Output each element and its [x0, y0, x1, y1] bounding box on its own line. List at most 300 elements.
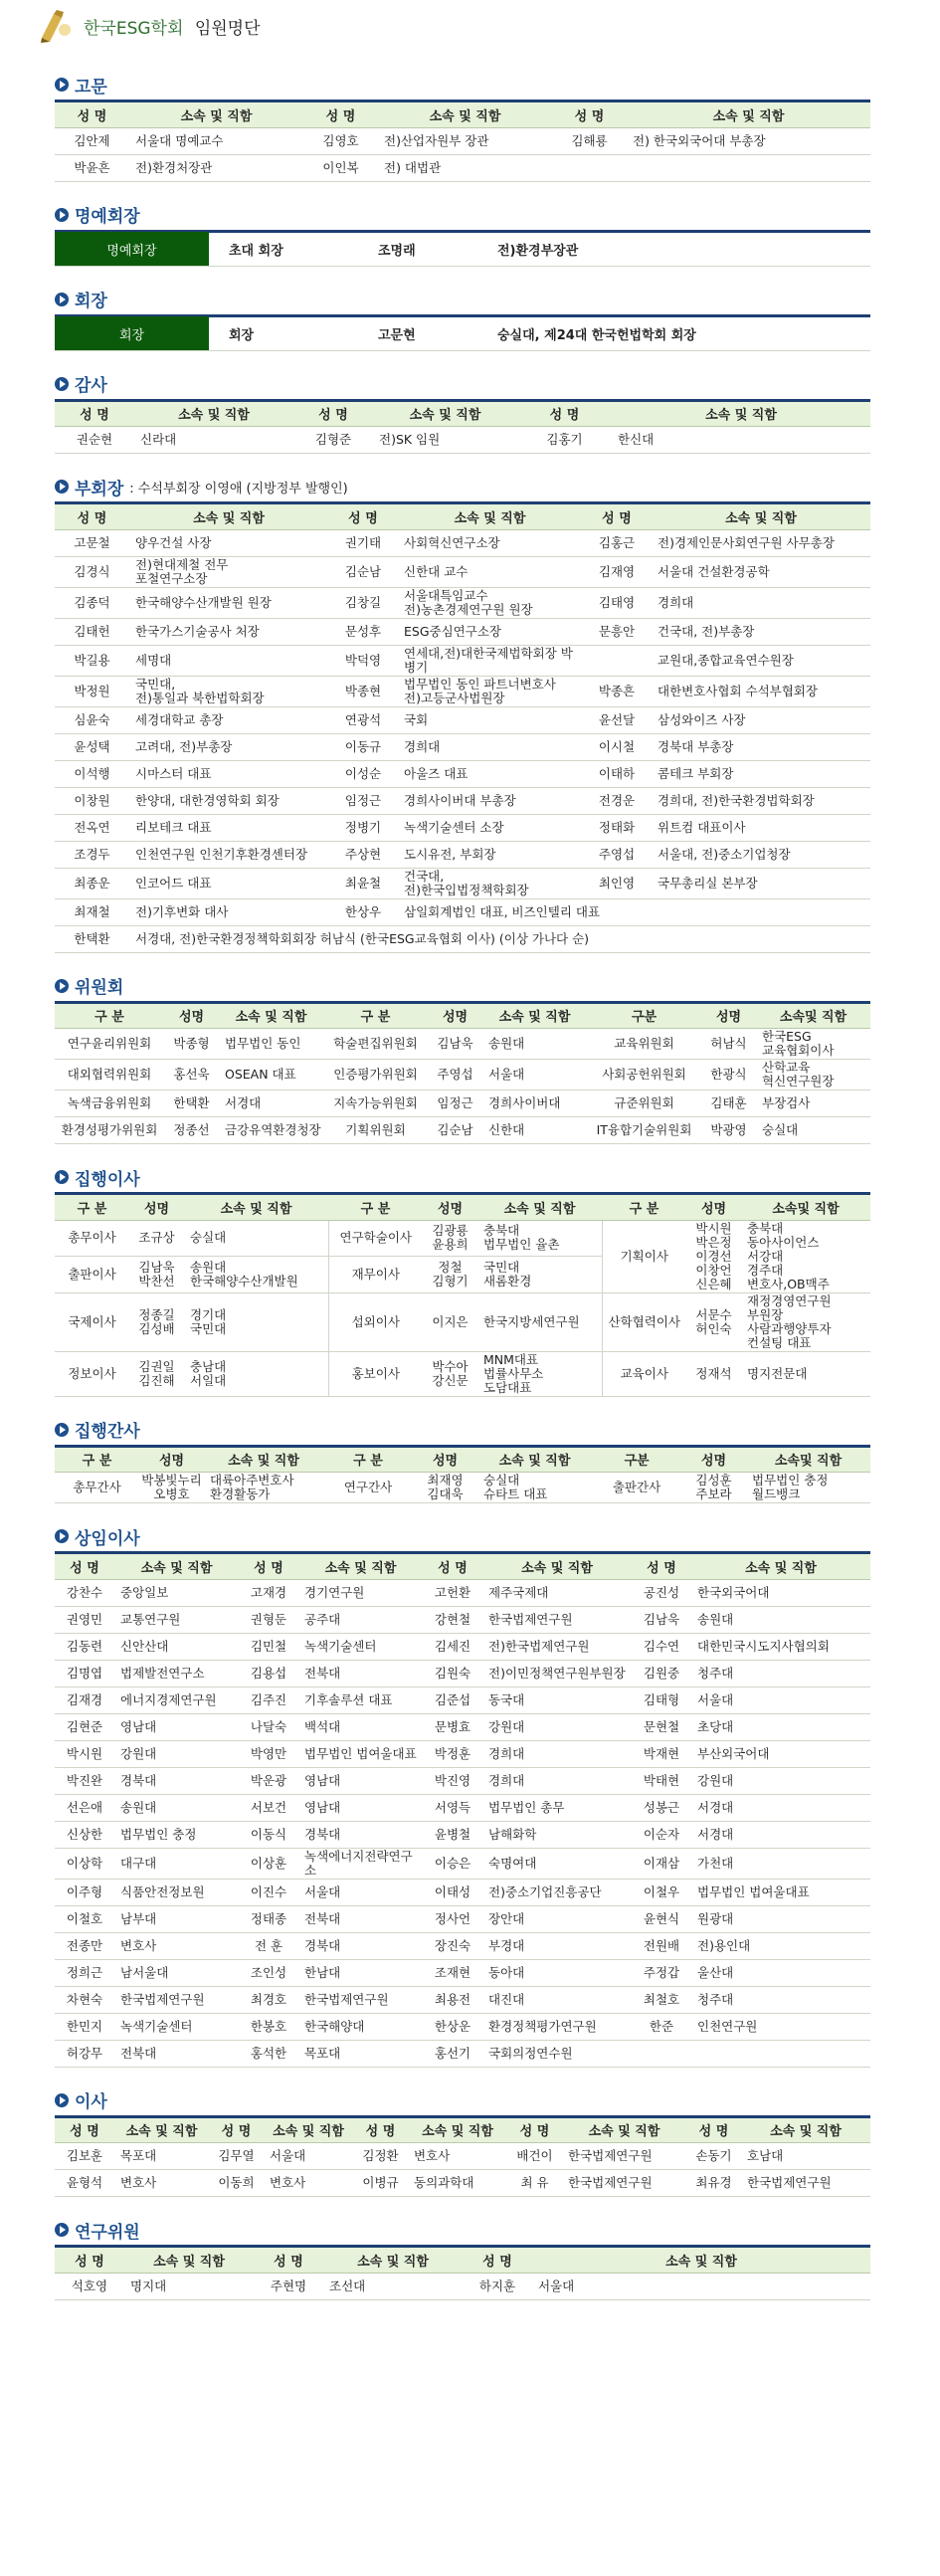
table-row: [55, 1986, 870, 2013]
cell-line: 전)고등군사법원장: [404, 690, 505, 705]
affiliation-cell: 법무법인 충정: [114, 1821, 239, 1848]
affiliation-cell: 동아대: [482, 1959, 632, 1986]
column-header: 성 명: [55, 2118, 114, 2143]
table-row: [55, 154, 870, 181]
name-cell: 환경성평가위원회: [55, 1117, 164, 1144]
arrow-bullet-icon: [55, 1529, 69, 1543]
table-row: [55, 787, 870, 814]
name-cell: 주현명: [254, 2273, 323, 2299]
column-header: 소속및 직함: [746, 1448, 870, 1473]
name-cell: 고헌환: [423, 1579, 482, 1606]
name-cell: [423, 1220, 477, 1257]
affiliation-cell: 박광영: [701, 1117, 756, 1144]
name-cell: 윤형석: [55, 2170, 114, 2197]
name-cell: 김정환: [353, 2143, 408, 2170]
column-header: 소속 및 직함: [652, 504, 870, 529]
affiliation-cell: 경희사이버대: [482, 1090, 587, 1117]
arrow-bullet-icon: [55, 208, 69, 222]
cell-line: 허인숙: [695, 1320, 732, 1336]
name-cell: [686, 1220, 741, 1292]
cell-line: 김성훈: [695, 1473, 732, 1487]
name-cell: 권기태: [328, 529, 398, 556]
section-title: 명예회장: [75, 207, 140, 227]
affiliation-cell: 백석대: [298, 1713, 423, 1740]
name-cell: 이석행: [55, 760, 129, 787]
name-cell: 박운광: [239, 1767, 298, 1794]
name-cell: 김형준: [293, 427, 373, 454]
section-title: 집행간사: [75, 1422, 140, 1442]
arrow-bullet-icon: [55, 2223, 69, 2237]
name-cell: [686, 1292, 741, 1351]
name-cell: 사회공헌위원회: [587, 1060, 701, 1090]
section-title: 위원회: [75, 978, 124, 998]
affiliation-cell: 전북대: [298, 1905, 423, 1932]
affiliation-cell: 식품안전정보원: [114, 1879, 239, 1905]
name-cell: 이동규: [328, 733, 398, 760]
column-header: 소속 및 직함: [323, 2248, 463, 2273]
affiliation-cell: 법무법인 총무: [482, 1794, 632, 1821]
name-cell: 배건이: [507, 2143, 562, 2170]
column-header: 소속 및 직함: [482, 1554, 632, 1579]
column-header: 성명: [164, 1004, 219, 1029]
name-cell: 박진영: [423, 1767, 482, 1794]
table-row: [55, 427, 870, 454]
name-cell: 최용전: [423, 1986, 482, 2013]
name-cell: 박길용: [55, 645, 129, 676]
affiliation-cell: 신한대 교수: [398, 556, 582, 587]
affiliation-cell: 서울대: [482, 1060, 587, 1090]
name-cell: 윤선달: [582, 706, 652, 733]
affiliation-cell: 장안대: [482, 1905, 632, 1932]
cell-line: 변호사,OB맥주: [747, 1276, 830, 1291]
arrow-bullet-icon: [55, 2093, 69, 2107]
name-cell: 김해룡: [552, 127, 627, 154]
affiliation-cell: 인코어드 대표: [129, 868, 328, 898]
name-cell: 김민철: [239, 1633, 298, 1660]
cell-line: 한국해양수산개발원: [190, 1273, 298, 1288]
arrow-bullet-icon: [55, 1423, 69, 1437]
affiliation-cell: [477, 1473, 592, 1503]
research-fellows-table: [55, 2248, 870, 2300]
cell-line: 윤용희: [432, 1237, 469, 1253]
cell-line: MNM대표: [483, 1351, 539, 1367]
name-cell: [129, 1257, 184, 1293]
table-row: [55, 1029, 870, 1060]
table-row: [55, 1794, 870, 1821]
name-cell: 차현숙: [55, 1986, 114, 2013]
section-title: 연구위원: [75, 2222, 140, 2243]
name-cell: 한택환: [55, 925, 129, 952]
affiliation-cell: [184, 1351, 328, 1396]
section-heading: [55, 474, 870, 499]
name-cell: [746, 1473, 870, 1503]
cell-line: 부원장: [747, 1306, 784, 1322]
page-title: [84, 14, 261, 39]
affiliation-cell: 원광대: [691, 1905, 870, 1932]
name-cell: 이진수: [239, 1879, 298, 1905]
name-cell: 윤성택: [55, 733, 129, 760]
cell-line: 전)현대제철 전무: [135, 556, 229, 572]
affiliation-cell: 세경대학교 총장: [129, 706, 328, 733]
name-cell: 하지훈: [463, 2273, 532, 2299]
affiliation-cell: [477, 1220, 602, 1257]
table-row: [55, 618, 870, 645]
name-cell: 손동기: [686, 2143, 741, 2170]
cell-line: 재정경영연구원: [747, 1292, 832, 1308]
name-cell: 신상한: [55, 1821, 114, 1848]
table-row: [55, 1713, 870, 1740]
name-cell: 한봉호: [239, 2013, 298, 2040]
affiliation-cell: 대구대: [114, 1848, 239, 1879]
affiliation-cell: 전)중소기업진흥공단: [482, 1879, 632, 1905]
name-cell: 김태형: [632, 1686, 691, 1713]
cell-line: 전)농촌경제연구원 원장: [404, 601, 533, 617]
name-cell: 연구윤리위원회: [55, 1029, 164, 1060]
name-cell: [423, 1257, 477, 1293]
name-cell: 한민지: [55, 2013, 114, 2040]
honorary-president-row: [55, 233, 870, 267]
affiliation-cell: 국회의정연수원: [482, 2040, 870, 2067]
name-cell: 문성후: [328, 618, 398, 645]
affiliation-cell: 경희대: [398, 733, 582, 760]
name-cell: 연광석: [328, 706, 398, 733]
affiliation-cell: 전)이민정책연구원부원장: [482, 1660, 632, 1686]
name-cell: 전원배: [632, 1932, 691, 1959]
cell-line: 동아사이언스: [747, 1234, 820, 1250]
name-cell: 김동련: [55, 1633, 114, 1660]
column-header: 소속 및 직함: [114, 1554, 239, 1579]
column-header: 성 명: [55, 402, 134, 427]
affiliation-cell: 박종형: [164, 1029, 219, 1060]
name-cell: 허강무: [55, 2040, 114, 2067]
column-header: 성명: [139, 1448, 204, 1473]
table-row: [55, 1959, 870, 1986]
affiliation-cell: 서울대: [264, 2143, 353, 2170]
directors-table: [55, 2118, 870, 2198]
table-row: [55, 127, 870, 154]
cell-line: 김광룡: [432, 1223, 469, 1239]
cell-line: 전)한국입법정책학회장: [404, 882, 529, 897]
affiliation-cell: 고려대, 전)부총장: [129, 733, 328, 760]
name-cell: 김태헌: [55, 618, 129, 645]
name-cell: 석호영: [55, 2273, 124, 2299]
column-header: 성 명: [463, 2248, 532, 2273]
affiliation-cell: [741, 1292, 870, 1351]
affiliation-cell: 김태훈: [701, 1090, 756, 1117]
column-header: 소속 및 직함: [482, 1004, 587, 1029]
section-title: 부회장: [75, 479, 124, 499]
header: [0, 0, 940, 52]
table-row: [55, 645, 870, 676]
affiliation-cell: [139, 1473, 204, 1503]
affiliation-cell: 사회혁신연구소장: [398, 529, 582, 556]
arrow-bullet-icon: [55, 293, 69, 306]
column-header: 소속 및 직함: [741, 2118, 870, 2143]
name-cell: 문현철: [632, 1713, 691, 1740]
name-cell: 부장검사: [756, 1090, 870, 1117]
affiliation-cell: 서울대 명예교수: [129, 127, 303, 154]
section-heading: [55, 1523, 870, 1549]
table-row: [55, 1848, 870, 1879]
column-header: 소속 및 직함: [532, 2248, 870, 2273]
table-header-row: [55, 1195, 870, 1220]
name-cell: 조재현: [423, 1959, 482, 1986]
name-cell: 전옥연: [55, 814, 129, 841]
cell-line: 법무법인 충정: [752, 1473, 829, 1487]
affiliation-cell: 인증평가위원회: [323, 1060, 428, 1090]
name-cell: 권형둔: [239, 1606, 298, 1633]
affiliation-cell: 강원대: [482, 1713, 632, 1740]
column-header: 소속 및 직함: [129, 102, 303, 127]
directors-section: [55, 2087, 870, 2198]
affiliation-cell: 허남식: [701, 1029, 756, 1060]
name-cell: 김남욱: [428, 1029, 482, 1060]
column-header: 성 명: [632, 1554, 691, 1579]
cell-line: 박은정: [695, 1234, 732, 1250]
affiliation-cell: 부경대: [482, 1932, 632, 1959]
affiliation-cell: 한국법제연구원: [741, 2170, 870, 2197]
affiliation-cell: 동국대: [482, 1686, 632, 1713]
column-header: 성명: [681, 1448, 746, 1473]
name-cell: 전 훈: [239, 1932, 298, 1959]
cell-line: 건국대,: [404, 868, 445, 884]
column-header: 소속 및 직함: [219, 1004, 323, 1029]
name-cell: 김명엽: [55, 1660, 114, 1686]
name-cell: 숭실대: [756, 1117, 870, 1144]
affiliation-cell: 대진대: [482, 1986, 632, 2013]
column-header: 소속 및 직함: [134, 402, 293, 427]
name-cell: 김순남: [328, 556, 398, 587]
name-cell: 박윤흔: [55, 154, 129, 181]
name-cell: [423, 1351, 477, 1396]
affiliation-cell: 리보테크 대표: [129, 814, 328, 841]
brand-name: 한국ESG학회: [84, 18, 184, 39]
table-row: [55, 760, 870, 787]
affiliation-cell: [477, 1257, 602, 1293]
table-row: [55, 1220, 870, 1257]
affiliation-cell: 목포대: [298, 2040, 423, 2067]
affiliation-cell: 연세대,전)대한국제법학회장 박병기: [398, 645, 582, 676]
name-cell: 고문철: [55, 529, 129, 556]
arrow-bullet-icon: [55, 377, 69, 391]
cell-line: 오병호: [153, 1486, 190, 1501]
name-cell: 김수연: [632, 1633, 691, 1660]
affiliation-cell: 법무법인 법여울대표: [691, 1879, 870, 1905]
name-cell: 임정근: [428, 1090, 482, 1117]
name-cell: 최인영: [582, 868, 652, 898]
affiliation-cell: [184, 1292, 328, 1351]
column-header: 성명: [423, 1195, 477, 1220]
cell-line: 교육협회이사: [762, 1043, 835, 1058]
table-row: [55, 1292, 870, 1351]
section-title: 상임이사: [75, 1528, 140, 1549]
column-header: 성명: [701, 1004, 756, 1029]
affiliation-cell: 한국법제연구원: [562, 2170, 686, 2197]
section-heading: [55, 1164, 870, 1190]
cell-line: 슈타트 대표: [483, 1486, 548, 1501]
column-header: 구 분: [602, 1195, 686, 1220]
name-cell: 이지은: [423, 1292, 477, 1351]
name-cell: [756, 1029, 870, 1060]
cell-line: 김대욱: [427, 1486, 464, 1501]
section-heading: [55, 2217, 870, 2243]
name-cell: 이철호: [55, 1905, 114, 1932]
name-cell: 이시철: [582, 733, 652, 760]
name-cell: 장진숙: [423, 1932, 482, 1959]
name-cell: 김홍기: [517, 427, 612, 454]
name-cell: 금강유역환경청장: [219, 1117, 323, 1144]
name-cell: 강찬수: [55, 1579, 114, 1606]
table-row: [55, 1740, 870, 1767]
executive-directors-body: [55, 1220, 870, 1396]
name-cell: 한상우: [328, 898, 398, 925]
affiliation-cell: 삼성와이즈 사장: [652, 706, 870, 733]
affiliation-cell: 대한변호사협회 수석부협회장: [652, 676, 870, 706]
affiliation-cell: 경희대, 전)한국환경법학회장: [652, 787, 870, 814]
affiliation-cell: 경북대: [298, 1821, 423, 1848]
cell-line: 충북대: [483, 1223, 520, 1239]
arrow-bullet-icon: [55, 1170, 69, 1184]
section-heading: [55, 72, 870, 98]
affiliation-cell: 콤테크 부회장: [652, 760, 870, 787]
role-cell: 연구학술이사: [328, 1220, 423, 1257]
cell-line: 송원대: [190, 1259, 227, 1275]
name-cell: 서보건: [239, 1794, 298, 1821]
name-cell: 성봉근: [632, 1794, 691, 1821]
column-header: 소속 및 직함: [114, 2118, 209, 2143]
name-cell: 나달숙: [239, 1713, 298, 1740]
name-cell: [129, 1351, 184, 1396]
cell-line: 혁신연구원장: [762, 1074, 835, 1089]
auditors-table: [55, 402, 870, 455]
column-header: 구분: [587, 1004, 701, 1029]
name-cell: 최경호: [239, 1986, 298, 2013]
affiliation-cell: 중앙일보: [114, 1579, 239, 1606]
affiliation-cell: 전) 대법관: [378, 154, 870, 181]
affiliation-cell: 숙명여대: [482, 1848, 632, 1879]
affiliation-cell: [184, 1257, 328, 1293]
affiliation-cell: 신안산대: [114, 1633, 239, 1660]
column-header: 성 명: [293, 402, 373, 427]
name-cell: 주영섭: [428, 1060, 482, 1090]
column-header: 성명: [686, 1195, 741, 1220]
affiliation-cell: 한광식: [701, 1060, 756, 1090]
affiliation-cell: 신한대: [482, 1117, 587, 1144]
column-header: 소속 및 직함: [691, 1554, 870, 1579]
column-header: 성 명: [582, 504, 652, 529]
affiliation-cell: 변호사: [408, 2143, 507, 2170]
affiliation-cell: 호남대: [741, 2143, 870, 2170]
affiliation-cell: 경북대: [114, 1767, 239, 1794]
affiliation-cell: 서울대: [298, 1879, 423, 1905]
affiliation-cell: 전) 한국외국어대 부총장: [627, 127, 870, 154]
name-cell: 이재삼: [632, 1848, 691, 1879]
affiliation-cell: 명지전문대: [741, 1351, 870, 1396]
affiliation-cell: 환경정책평가연구원: [482, 2013, 632, 2040]
affiliation-cell: 강원대: [691, 1767, 870, 1794]
column-header: 구 분: [323, 1004, 428, 1029]
name-cell: OSEAN 대표: [219, 1060, 323, 1090]
cell-line: 박봉빛누리: [141, 1473, 202, 1487]
column-header: 소속 및 직함: [612, 402, 870, 427]
affiliation-cell: 경북대: [298, 1932, 423, 1959]
affiliation-cell: 전북대: [114, 2040, 239, 2067]
name-cell: 한상운: [423, 2013, 482, 2040]
affiliation-cell: ESG중심연구소장: [398, 618, 582, 645]
name-cell: 최철호: [632, 1986, 691, 2013]
role-cell: 출판이사: [55, 1257, 129, 1293]
research-fellows-section: [55, 2217, 870, 2300]
section-heading: [55, 371, 870, 397]
column-header: 성 명: [239, 1554, 298, 1579]
name-cell: 정병기: [328, 814, 398, 841]
name-cell: 공진성: [632, 1579, 691, 1606]
name-cell: 총무간사: [55, 1473, 139, 1503]
role-badge: 명예회장: [55, 232, 209, 266]
name-cell: 윤병철: [423, 1821, 482, 1848]
affiliation-cell: 경희대: [652, 587, 870, 618]
affiliation-cell: 제주국제대: [482, 1579, 632, 1606]
column-header: 소속 및 직함: [298, 1554, 423, 1579]
name-cell: 박정훈: [423, 1740, 482, 1767]
column-header: 소속 및 직함: [264, 2118, 353, 2143]
column-header: 구 분: [328, 1195, 423, 1220]
name-cell: 김영호: [303, 127, 378, 154]
affiliation-cell: 인천연구원: [691, 2013, 870, 2040]
role-cell: 정보이사: [55, 1351, 129, 1396]
table-row: [55, 2143, 870, 2170]
advisors-table: [55, 102, 870, 182]
name-cell: 박정원: [55, 676, 129, 706]
cell-line: 법무법인 율촌: [483, 1237, 560, 1253]
table-row: [55, 587, 870, 618]
name-cell: 규준위원회: [587, 1090, 701, 1117]
name-cell: 박덕영: [328, 645, 398, 676]
affiliation-cell: 한국해양수산개발원 원장: [129, 587, 328, 618]
column-header: 성명: [428, 1004, 482, 1029]
page-subtitle: 임원명단: [194, 18, 261, 39]
cell-line: 법무법인 동인 파트너변호사: [404, 676, 556, 692]
column-header: 소속 및 직함: [477, 1448, 592, 1473]
name-cell: [204, 1473, 323, 1503]
name-cell: 김종덕: [55, 587, 129, 618]
table-row: [55, 1767, 870, 1794]
affiliation-cell: 녹색에너지전략연구소: [298, 1848, 423, 1879]
table-row: [55, 1633, 870, 1660]
name-cell: 임정근: [328, 787, 398, 814]
table-row: [55, 1117, 870, 1144]
affiliation-cell: 홍선욱: [164, 1060, 219, 1090]
cell-line: 이경선: [695, 1248, 732, 1264]
cell-line: 박수아: [432, 1358, 469, 1374]
table-row: [55, 529, 870, 556]
column-header: 소속 및 직함: [378, 102, 552, 127]
name-cell: [413, 1473, 477, 1503]
affiliation-cell: 교통연구원: [114, 1606, 239, 1633]
affiliation-cell: 기후솔루션 대표: [298, 1686, 423, 1713]
executive-directors-table: [55, 1195, 870, 1397]
affiliation-cell: 기획위원회: [323, 1117, 428, 1144]
name-cell: 김준섭: [423, 1686, 482, 1713]
name-cell: 정태화: [582, 814, 652, 841]
name-cell: 김경식: [55, 556, 129, 587]
table-row: [55, 1351, 870, 1396]
vice-presidents-table: [55, 504, 870, 953]
role-cell: 섭외이사: [328, 1292, 423, 1351]
table-header-row: [55, 2118, 870, 2143]
table-row: [55, 1932, 870, 1959]
cell-line: 포철연구소장: [135, 570, 208, 586]
